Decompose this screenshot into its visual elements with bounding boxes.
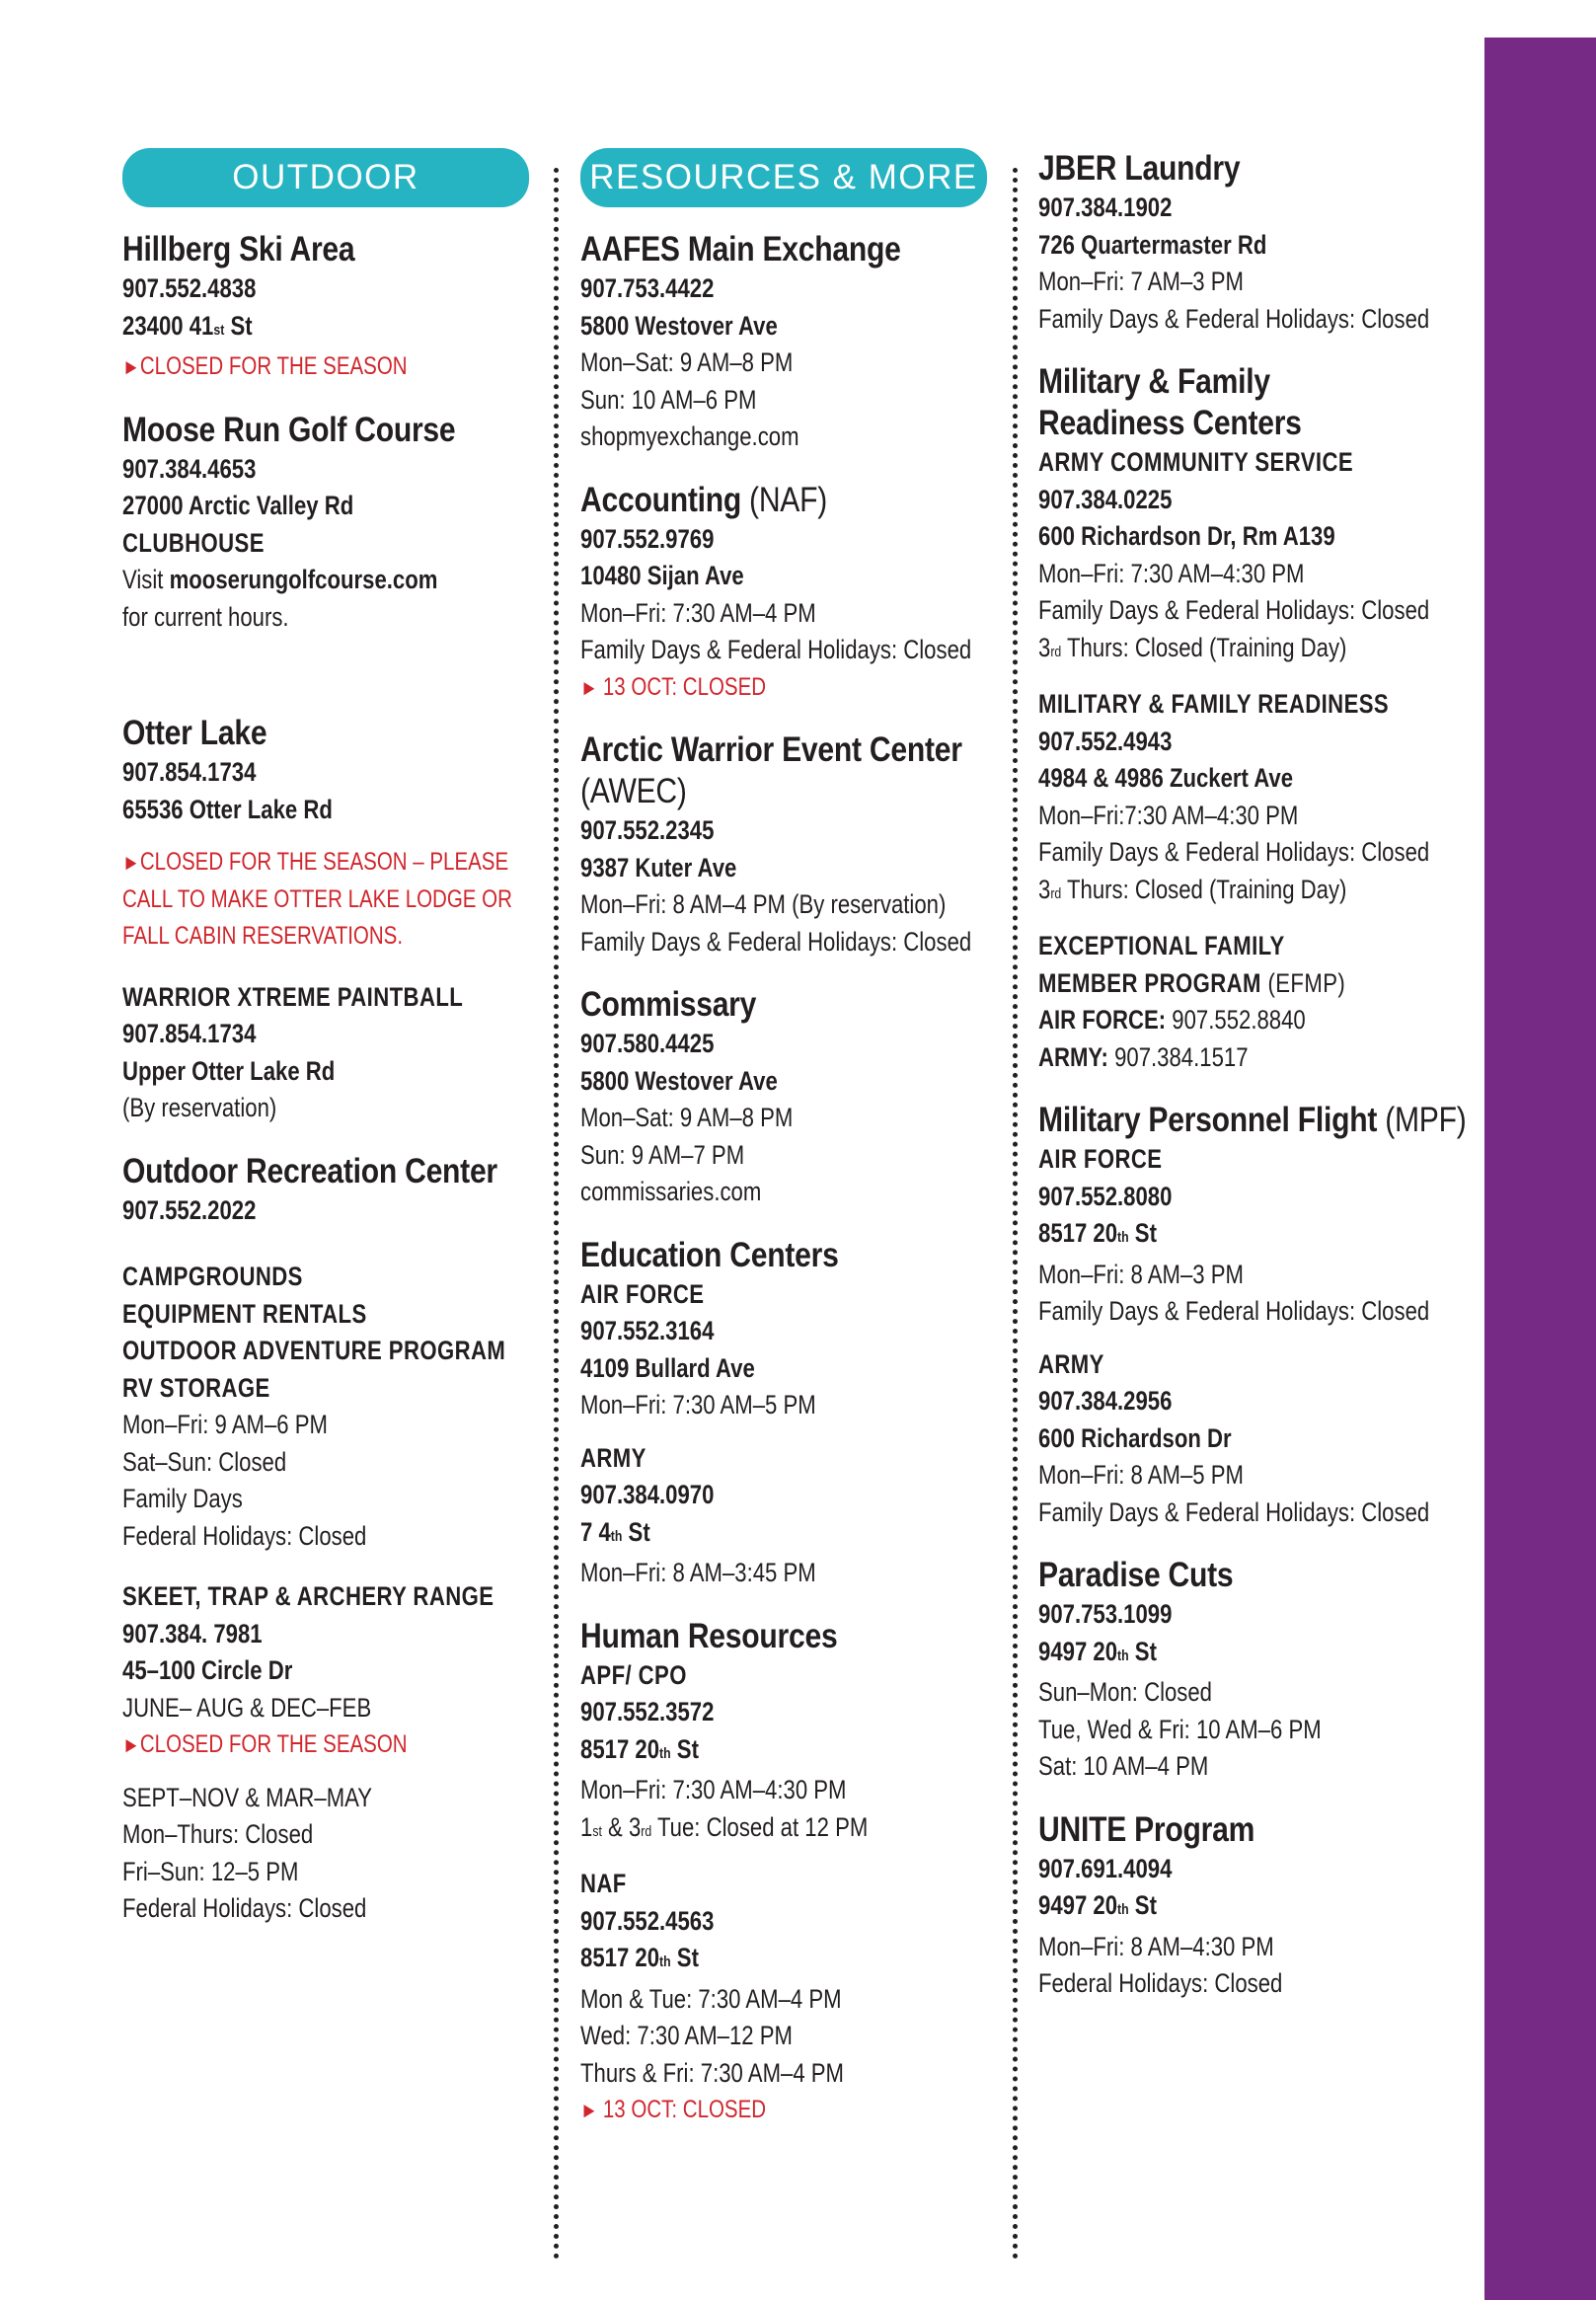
hours: Federal Holidays: Closed — [1038, 1968, 1283, 1998]
phone: 907.552.3572 — [580, 1697, 715, 1726]
phone: 907.691.4094 — [1038, 1853, 1173, 1883]
phone: 907.753.1099 — [1038, 1599, 1173, 1629]
warrior-xtreme-paintball — [122, 979, 537, 1127]
sub-heading: SKEET, TRAP & ARCHERY RANGE — [122, 1581, 494, 1611]
hours: Mon–Fri: 8 AM–3:45 PM — [580, 1558, 816, 1587]
human-resources — [580, 1616, 995, 2129]
hours: Sat: 10 AM–4 PM — [1038, 1751, 1209, 1781]
phone: 907.384.1902 — [1038, 192, 1173, 222]
closed-notice-3: FALL CABIN RESERVATIONS. — [122, 922, 404, 950]
address: 10480 Sijan Ave — [580, 561, 744, 590]
service-item: RV STORAGE — [122, 1372, 270, 1403]
hours: Mon & Tue: 7:30 AM–4 PM — [580, 1983, 842, 2014]
hours: Wed: 7:30 AM–12 PM — [580, 2021, 793, 2050]
side-bar-top-gap — [1484, 0, 1596, 38]
phone: 907.552.2345 — [580, 815, 715, 845]
military-personnel-flight — [1038, 1100, 1473, 1531]
closed-notice: ► 13 OCT: CLOSED — [580, 672, 767, 701]
hours: Mon–Fri: 7:30 AM–5 PM — [580, 1390, 816, 1419]
address: 9497 20th St — [1038, 1636, 1157, 1666]
address: 5800 Westover Ave — [580, 1065, 778, 1096]
season: JUNE– AUG & DEC–FEB — [122, 1692, 372, 1723]
phone: 907.854.1734 — [122, 1019, 257, 1048]
phone: ARMY: 907.384.1517 — [1038, 1041, 1249, 1072]
moose-run-golf-course — [122, 410, 537, 637]
arrow-right-icon: ► — [580, 2098, 603, 2122]
hours: 1st & 3rd Tue: Closed at 12 PM — [580, 1811, 869, 1842]
address: 600 Richardson Dr, Rm A139 — [1038, 521, 1335, 551]
hours: Mon–Fri: 9 AM–6 PM — [122, 1410, 328, 1439]
phone: 907.580.4425 — [580, 1029, 715, 1058]
hours: Tue, Wed & Fri: 10 AM–6 PM — [1038, 1714, 1322, 1744]
phone: 907.552.2022 — [122, 1194, 257, 1225]
address: 600 Richardson Dr — [1038, 1422, 1232, 1453]
outdoor-header: OUTDOOR — [122, 148, 529, 207]
entry-title: Moose Run Golf Course — [122, 410, 456, 449]
hillberg-ski-area — [122, 229, 537, 386]
hours: Mon–Thurs: Closed — [122, 1819, 314, 1849]
address: 8517 20th St — [580, 1943, 699, 1972]
entry-title: Outdoor Recreation Center — [122, 1151, 497, 1190]
entry-title: Commissary — [580, 985, 757, 1024]
hours: Sun: 9 AM–7 PM — [580, 1139, 745, 1170]
address: 7 4th St — [580, 1516, 650, 1547]
phone: 907.753.4422 — [580, 273, 715, 303]
hours: Federal Holidays: Closed — [122, 1893, 367, 1923]
address: 65536 Otter Lake Rd — [122, 794, 333, 824]
entry-title: Human Resources — [580, 1616, 838, 1655]
resources-header: RESOURCES & MORE — [580, 148, 987, 207]
hours: Mon–Fri: 7:30 AM–4 PM — [580, 597, 816, 628]
hours: Mon–Sat: 9 AM–8 PM — [580, 347, 794, 377]
phone: 907.552.4563 — [580, 1905, 715, 1936]
address: 9497 20th St — [1038, 1890, 1157, 1920]
arrow-right-icon: ► — [122, 354, 140, 379]
address: Upper Otter Lake Rd — [122, 1055, 336, 1086]
sub-heading: AIR FORCE — [580, 1278, 705, 1309]
season: SEPT–NOV & MAR–MAY — [122, 1782, 373, 1812]
service-item: OUTDOOR ADVENTURE PROGRAM — [122, 1336, 506, 1365]
hours: Family Days & Federal Holidays: Closed — [1038, 837, 1430, 867]
sub-heading: ARMY — [580, 1442, 646, 1473]
commissary — [580, 984, 995, 1211]
otter-lake — [122, 713, 537, 956]
aafes-main-exchange — [580, 229, 995, 456]
education-centers — [580, 1235, 995, 1592]
phone: 907.384.0970 — [580, 1480, 715, 1509]
side-color-bar — [1484, 0, 1596, 2300]
outdoor-recreation-center — [122, 1151, 537, 1556]
hours: Mon–Fri:7:30 AM–4:30 PM — [1038, 800, 1299, 830]
hours: Mon–Fri: 8 AM–4:30 PM — [1038, 1931, 1274, 1961]
service-item: CAMPGROUNDS — [122, 1262, 303, 1291]
hours: 3rd Thurs: Closed (Training Day) — [1038, 632, 1347, 662]
address: 8517 20th St — [580, 1733, 699, 1764]
address: 45–100 Circle Dr — [122, 1655, 293, 1685]
visit-text: Visit mooserungolfcourse.com — [122, 565, 438, 594]
phone: 907.552.4943 — [1038, 726, 1173, 756]
entry-title: UNITE Program — [1038, 1809, 1255, 1849]
entry-title: Education Centers — [580, 1235, 839, 1274]
address: 9387 Kuter Ave — [580, 852, 737, 882]
hours: Mon–Fri: 7 AM–3 PM — [1038, 267, 1244, 296]
sub-heading: MILITARY & FAMILY READINESS — [1038, 689, 1390, 719]
arrow-right-icon: ► — [122, 1732, 140, 1757]
sub-heading-2: MEMBER PROGRAM (EFMP) — [1038, 967, 1346, 998]
service-item: EQUIPMENT RENTALS — [122, 1298, 367, 1329]
entry-title: Military & Family — [1038, 362, 1270, 401]
closed-notice: ►CLOSED FOR THE SEASON — [122, 352, 408, 380]
phone: 907.384.4653 — [122, 453, 257, 484]
arrow-right-icon: ► — [122, 850, 140, 875]
note: (By reservation) — [122, 1093, 277, 1122]
address: 4109 Bullard Ave — [580, 1352, 755, 1383]
jber-laundry — [1038, 148, 1473, 338]
hours: Mon–Sat: 9 AM–8 PM — [580, 1103, 794, 1132]
hours: Mon–Fri: 7:30 AM–4:30 PM — [1038, 558, 1305, 588]
sub-heading: CLUBHOUSE — [122, 527, 265, 558]
entry-title: Accounting (NAF) — [580, 480, 828, 519]
entry-title: JBER Laundry — [1038, 149, 1241, 188]
entry-title: Otter Lake — [122, 714, 267, 752]
closed-notice: ► 13 OCT: CLOSED — [580, 2096, 767, 2123]
address: 8517 20th St — [1038, 1218, 1157, 1248]
sub-heading: ARMY — [1038, 1348, 1104, 1379]
website-link[interactable]: shopmyexchange.com — [580, 422, 799, 451]
arrow-right-icon: ► — [580, 674, 603, 700]
entry-title: Hillberg Ski Area — [122, 230, 355, 268]
address: 726 Quartermaster Rd — [1038, 229, 1267, 260]
address: 5800 Westover Ave — [580, 310, 778, 341]
military-family-readiness-centers — [1038, 361, 1473, 1076]
phone: 907.384.0225 — [1038, 484, 1173, 514]
visit-text-2: for current hours. — [122, 601, 289, 632]
entry-title-2: Readiness Centers — [1038, 404, 1302, 442]
outdoor-column — [122, 148, 537, 1952]
phone: 907.384.2956 — [1038, 1386, 1173, 1416]
unite-program — [1038, 1809, 1473, 2003]
hours: Mon–Fri: 8 AM–4 PM (By reservation) — [580, 889, 947, 919]
address: 4984 & 4986 Zuckert Ave — [1038, 763, 1294, 793]
hours: Sat–Sun: Closed — [122, 1446, 287, 1477]
website-link[interactable]: mooserungolfcourse.com — [169, 565, 438, 594]
website-link[interactable]: commissaries.com — [580, 1177, 762, 1206]
sub-heading: AIR FORCE — [1038, 1144, 1163, 1174]
column-divider-left — [554, 168, 559, 2261]
accounting — [580, 480, 995, 707]
sub-heading: WARRIOR XTREME PAINTBALL — [122, 981, 464, 1012]
phone: 907.854.1734 — [122, 757, 257, 787]
hours: 3rd Thurs: Closed (Training Day) — [1038, 874, 1347, 904]
entry-title: Military Personnel Flight (MPF) — [1038, 1101, 1467, 1139]
sub-heading: ARMY COMMUNITY SERVICE — [1038, 447, 1354, 477]
hours: Fri–Sun: 12–5 PM — [122, 1856, 299, 1886]
phone: 907.552.8080 — [1038, 1181, 1173, 1211]
paradise-cuts — [1038, 1555, 1473, 1786]
entry-title-2: (AWEC) — [580, 772, 687, 810]
entry-title: AAFES Main Exchange — [580, 230, 901, 268]
sub-heading: NAF — [580, 1869, 627, 1898]
hours: Mon–Fri: 7:30 AM–4:30 PM — [580, 1775, 847, 1804]
hours: Federal Holidays: Closed — [122, 1520, 367, 1551]
closed-notice-2: CALL TO MAKE OTTER LAKE LODGE OR — [122, 884, 512, 913]
address: 23400 41st St — [122, 310, 253, 341]
hours: Sun–Mon: Closed — [1038, 1677, 1213, 1707]
hours: Family Days & Federal Holidays: Closed — [1038, 1296, 1430, 1326]
skeet-trap-archery-range — [122, 1578, 537, 1928]
sub-heading: EXCEPTIONAL FAMILY — [1038, 931, 1285, 960]
hours: Mon–Fri: 8 AM–3 PM — [1038, 1259, 1244, 1289]
hours: Family Days & Federal Holidays: Closed — [580, 635, 972, 664]
phone: 907.384. 7981 — [122, 1618, 263, 1648]
services-column — [1038, 148, 1473, 2027]
phone: AIR FORCE: 907.552.8840 — [1038, 1005, 1306, 1035]
sub-heading: APF/ CPO — [580, 1659, 687, 1690]
resources-column — [580, 148, 995, 2153]
entry-title: Paradise Cuts — [1038, 1556, 1234, 1594]
hours: Family Days & Federal Holidays: Closed — [1038, 1496, 1430, 1527]
phone: 907.552.9769 — [580, 523, 715, 554]
hours: Family Days & Federal Holidays: Closed — [1038, 595, 1430, 625]
closed-notice: ►CLOSED FOR THE SEASON – PLEASE — [122, 848, 509, 876]
column-divider-right — [1013, 168, 1018, 2261]
hours: Family Days — [122, 1484, 243, 1513]
hours: Mon–Fri: 8 AM–5 PM — [1038, 1460, 1244, 1490]
entry-title: Arctic Warrior Event Center — [580, 730, 962, 769]
phone: 907.552.3164 — [580, 1316, 715, 1345]
hours: Sun: 10 AM–6 PM — [580, 384, 757, 415]
address: 27000 Arctic Valley Rd — [122, 491, 354, 520]
phone: 907.552.4838 — [122, 273, 257, 303]
arctic-warrior-event-center — [580, 729, 995, 960]
closed-notice: ►CLOSED FOR THE SEASON — [122, 1730, 408, 1758]
hours: Family Days & Federal Holidays: Closed — [580, 926, 972, 957]
hours: Family Days & Federal Holidays: Closed — [1038, 303, 1430, 334]
hours: Thurs & Fri: 7:30 AM–4 PM — [580, 2057, 844, 2088]
